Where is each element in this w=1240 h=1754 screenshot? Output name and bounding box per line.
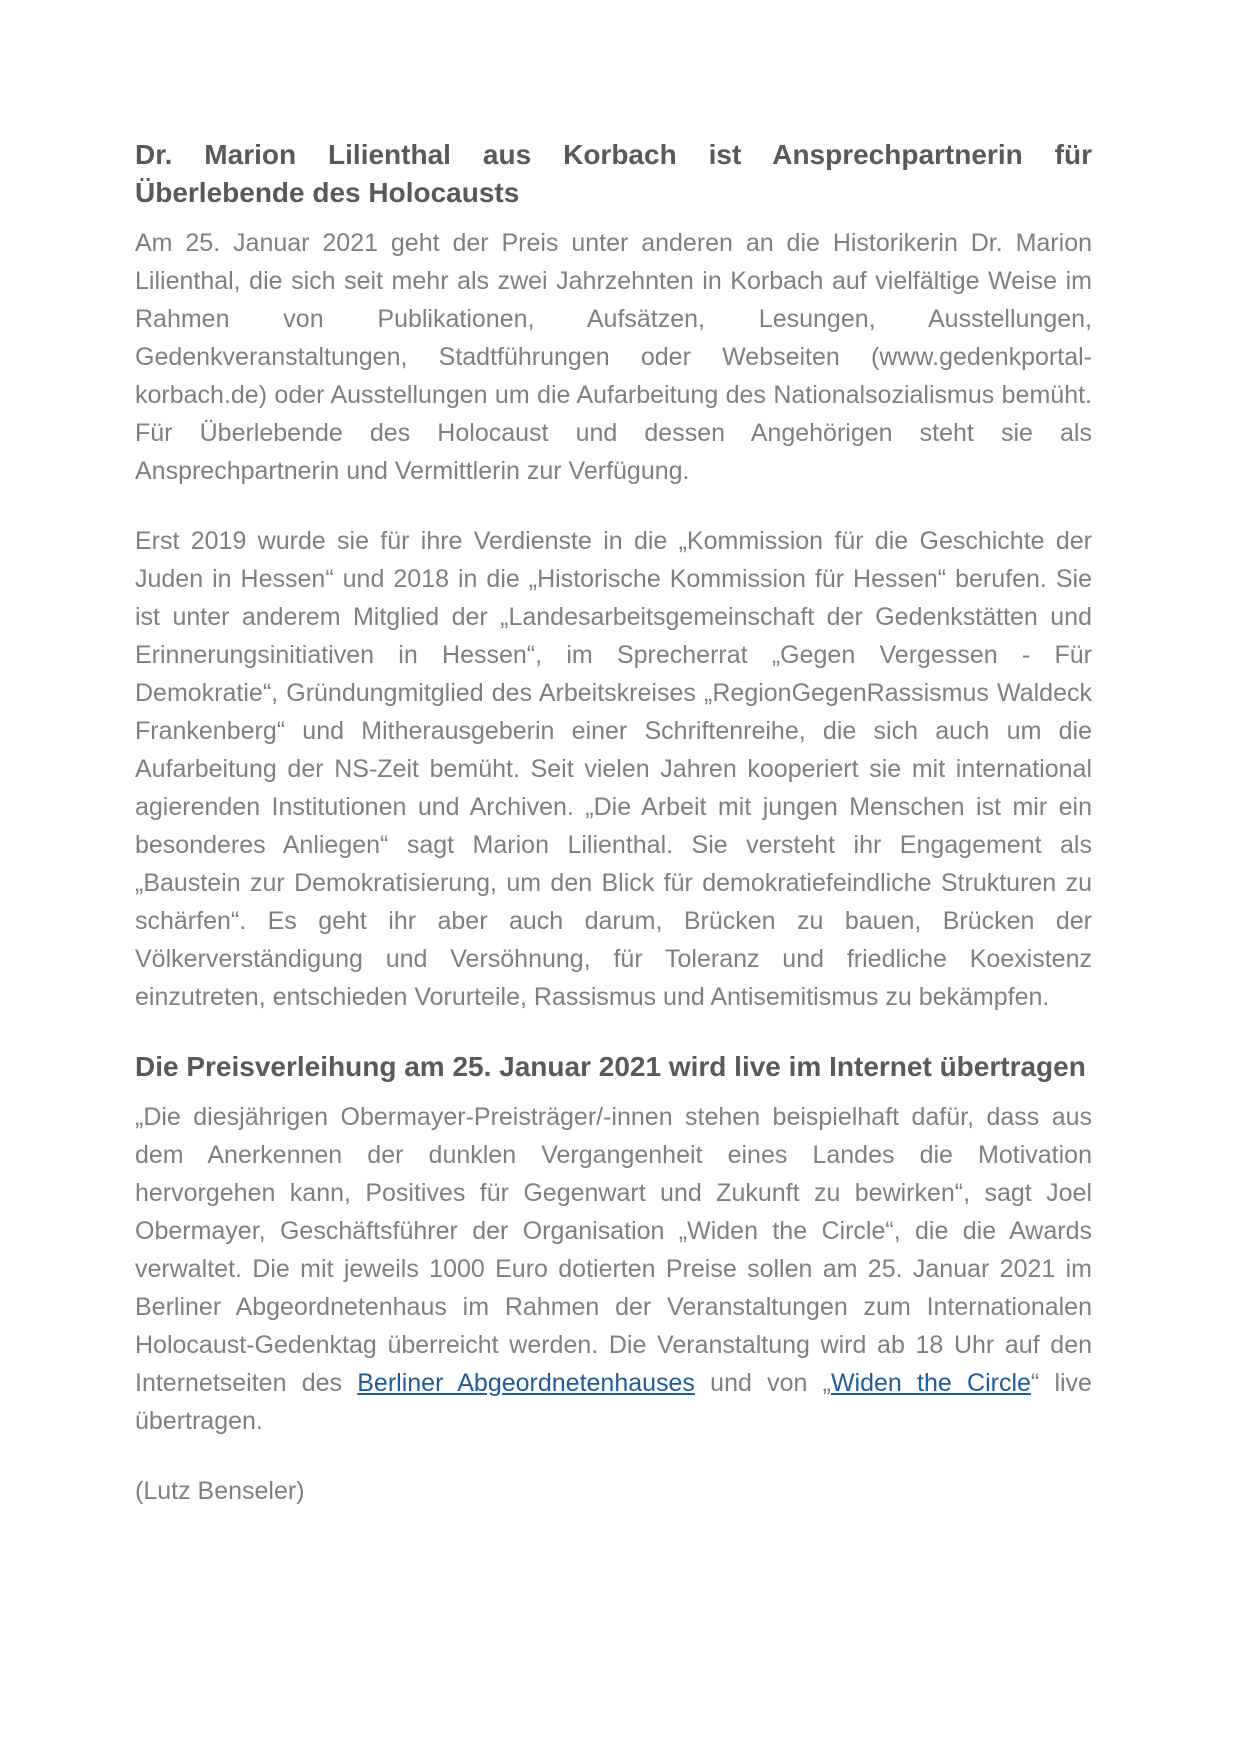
link-widen-the-circle[interactable]: Widen the Circle — [830, 1369, 1031, 1397]
section-2-paragraph-3 — [135, 1098, 1092, 1440]
author-byline: (Lutz Benseler) — [135, 1477, 305, 1505]
paragraph-3-text-after-link-2: “ live übertragen. — [135, 1369, 1092, 1435]
paragraph-3-text-between-links: und von „ — [694, 1369, 831, 1397]
section-2-heading: Die Preisverleihung am 25. Januar 2021 wird live im Internet übertragen — [135, 1051, 1086, 1082]
link-berliner-abgeordnetenhaus[interactable]: Berliner Abgeordnetenhauses — [357, 1369, 695, 1397]
section-1-heading: Dr. Marion Lilienthal aus Korbach ist Ansprechpartnerin für Überlebende des Holocausts — [135, 139, 1092, 208]
section-1-paragraph-2: Erst 2019 wurde sie für ihre Verdienste in die „Kommission für die Geschichte der Juden in Hessen“ und 2018 in die „Historische Kommission für Hessen“ berufen. Sie ist unter anderem Mitglied der „Landesarbeitsgemeinschaft der Gedenkstätten und Erinnerungsinitiativen in Hessen“, im Sprecherrat „Gegen Vergessen - Für Demokratie“, Gründungmitglied des Arbeitskreises „RegionGegenRassismus Waldeck Frankenberg“ und Mitherausgeberin einer Schriftenreihe, die sich auch um die Aufarbeitung der NS-Zeit bemüht. Seit vielen Jahren kooperiert sie mit international agierenden Institutionen und Archiven. „Die Arbeit mit jungen Menschen ist mir ein besonderes Anliegen“ sagt Marion Lilienthal. Sie versteht ihr Engagement als „Baustein zur Demokratisierung, um den Blick für demokratiefeindliche Strukturen zu schärfen“. Es geht ihr aber auch darum, Brücken zu bauen, Brücken der Völkerverständigung und Versöhnung, für Toleranz und friedliche Koexistenz einzutreten, entschieden Vorurteile, Rassismus und Antisemitismus zu bekämpfen. — [135, 527, 1092, 1011]
paragraph-3-text-before-link-1: „Die diesjährigen Obermayer-Preisträger/-innen stehen beispielhaft dafür, dass aus dem Anerkennen der dunklen Vergangenheit eines Landes die Motivation hervorgehen kann, Positives für Gegenwart und Zukunft zu bewirken“, sagt Joel Obermayer, Geschäftsführer der Organisation „Widen the Circle“, die die Awards verwaltet. Die mit jeweils 1000 Euro dotierten Preise sollen am 25. Januar 2021 im Berliner Abgeordnetenhaus im Rahmen der Veranstaltungen zum Internationalen Holocaust-Gedenktag überreicht werden. Die Veranstaltung wird ab 18 Uhr auf den Internetseiten des — [135, 1103, 1092, 1397]
section-1-paragraph-1: Am 25. Januar 2021 geht der Preis unter anderen an die Historikerin Dr. Marion Lilienthal, die sich seit mehr als zwei Jahrzehnten in Korbach auf vielfältige Weise im Rahmen von Publikationen, Aufsätzen, Lesungen, Ausstellungen, Gedenkveranstaltungen, Stadtführungen oder Webseiten (www.gedenkportal-korbach.de) oder Ausstellungen um die Aufarbeitung des Nationalsozialismus bemüht. Für Überlebende des Holocaust und dessen Angehörigen steht sie als Ansprechpartnerin und Vermittlerin zur Verfügung. — [135, 229, 1092, 485]
